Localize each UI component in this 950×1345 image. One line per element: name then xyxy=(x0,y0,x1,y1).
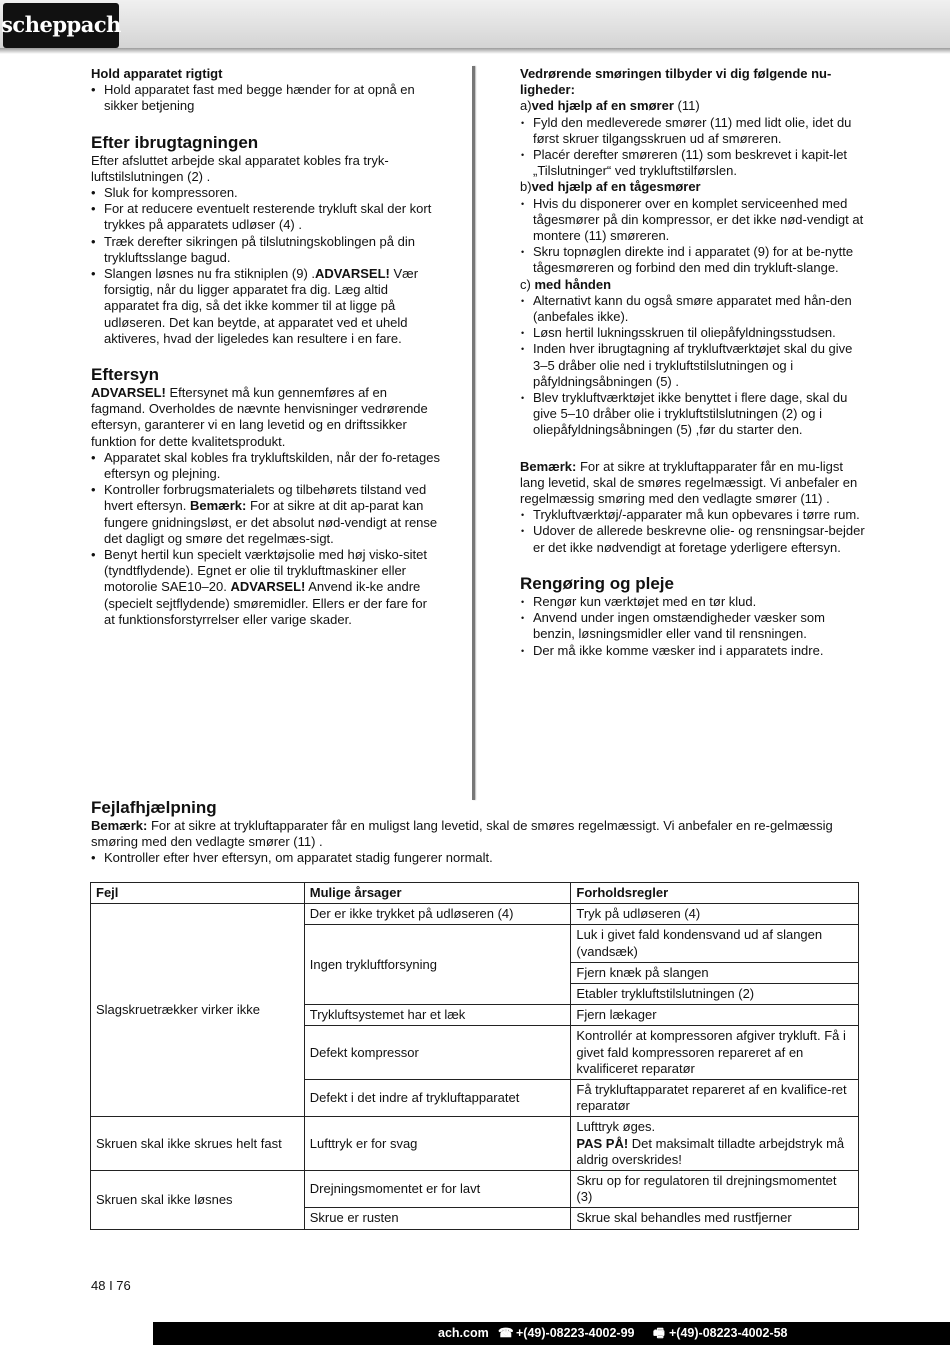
clean-heading: Rengøring og pleje xyxy=(520,573,674,593)
cause-cell: Defekt kompressor xyxy=(304,1026,571,1080)
list-item: • Inden hver ibrugtagning af trykluftværktøjet skal du give 3–5 dråber olie ned i trykluftstilslutningen og i påfyldningsåbningen (5) . xyxy=(520,341,865,390)
option-c-heading xyxy=(520,277,865,293)
table-row xyxy=(91,1171,859,1208)
note-text: For at sikre at trykluftapparater får en mu-ligst lang levetid, skal de smøres regelmæssigt. Vi anbefaler en regelmæssig smøring med den vedlagte smører (11) . xyxy=(520,458,858,507)
troubleshooting-note xyxy=(91,818,861,850)
cause-cell: Lufttryk er for svag xyxy=(304,1117,571,1171)
option-label: ved hjælp af en smører xyxy=(531,98,674,114)
fax-icon: 🖷 xyxy=(653,1326,665,1340)
cause-cell: Trykluftsystemet har et læk xyxy=(304,1005,571,1026)
list-item: • Rengør kun værktøjet med en tør klud. xyxy=(520,594,865,610)
remedy-cell: Etabler trykluftstilslutningen (2) xyxy=(571,984,859,1005)
remedy-cell: Tryk på udløseren (4) xyxy=(571,904,859,925)
list-item: • For at reducere eventuelt resterende trykluft skal der kort trykkes på apparatets udløser (4) . xyxy=(91,201,441,233)
fault-cell: Skruen skal ikke skrues helt fast xyxy=(91,1117,305,1171)
cause-cell: Der er ikke trykket på udløseren (4) xyxy=(304,904,571,925)
option-b-heading xyxy=(520,179,865,195)
option-label: med hånden xyxy=(534,276,612,292)
cause-cell: Drejningsmomentet er for lavt xyxy=(304,1171,571,1208)
remedy-cell xyxy=(571,1117,859,1171)
list-item: • Blev trykluftværktøjet ikke benyttet i flere dage, skal du give 5–10 dråber olie i trykluftstilslutningen (2) og i oliepåfyldningsåbningen (5) ,før du starter den. xyxy=(520,390,865,439)
table-row xyxy=(91,1117,859,1171)
list-item: • Hvis du disponerer over en komplet serviceenhed med tågesmører på din kompressor, er det ikke nød-vendigt at montere (11) smøreren. xyxy=(520,196,865,245)
list-item xyxy=(91,482,441,547)
list-item: • Anvend under ingen omstændigheder væsker som benzin, løsningsmidler eller vand til rensningen. xyxy=(520,610,865,642)
list-item: • Udover de allerede beskrevne olie- og rensningsar-bejder er det ikke nødvendigt at foretage yderligere eftersyn. xyxy=(520,523,865,555)
warning-label: ADVARSEL! xyxy=(230,579,306,595)
remedy-cell: Fjern lækager xyxy=(571,1005,859,1026)
remedy-cell: Fjern knæk på slangen xyxy=(571,962,859,983)
list-item: • Fyld den medleverede smører (11) med lidt olie, idet du først skruer tilgangsskruen ud af smøreren. xyxy=(520,115,865,147)
troubleshooting-section xyxy=(91,798,861,867)
list-item xyxy=(91,266,441,347)
cause-cell: Ingen trykluftforsyning xyxy=(304,925,571,1005)
list-item: • Kontroller efter hver eftersyn, om apparatet stadig fungerer normalt. xyxy=(91,850,861,866)
spacer xyxy=(520,439,865,459)
warning-label: ADVARSEL! xyxy=(91,385,166,401)
list-text: For at sikre at dit ap-parat kan fungere gnidningsløst, er det absolut nød-vendigt at rense det dagligt og smøre det regelmæs-sigt. xyxy=(104,498,438,546)
note-list xyxy=(520,507,865,556)
list-text: Anvend ik-ke andre (specielt sejtflydende) smøremidler. Ellers er der fare for at funktionsforstyrrelser eller varige skader. xyxy=(104,579,427,627)
remedy-cell: Luk i givet fald kondensvand ud af slangen (vandsæk) xyxy=(571,925,859,962)
troubleshooting-list xyxy=(91,850,861,866)
list-text: Slangen løsnes nu fra stikniplen (9) . xyxy=(104,266,315,282)
fault-cell: Skruen skal ikke løsnes xyxy=(91,1171,305,1230)
phone-icon: ☎ xyxy=(498,1326,514,1340)
fault-cell: Slagskruetrækker virker ikke xyxy=(91,904,305,1117)
right-column xyxy=(520,66,865,659)
page-header xyxy=(0,0,950,49)
note-label: Bemærk: xyxy=(91,818,148,833)
option-label: ved hjælp af en tågesmører xyxy=(531,179,701,195)
list-item xyxy=(91,547,441,628)
footer-phone: +(49)-08223-4002-99 xyxy=(516,1326,635,1340)
table-header-cell: Fejl xyxy=(91,883,305,904)
cause-cell: Defekt i det indre af trykluftapparatet xyxy=(304,1080,571,1117)
column-divider xyxy=(472,66,475,800)
efter-list xyxy=(91,185,441,347)
option-c-list xyxy=(520,293,865,439)
remedy-cell: Skru op for regulatoren til drejningsmomentet (3) xyxy=(571,1171,859,1208)
remedy-cell: Skrue skal behandles med rustfjerner xyxy=(571,1208,859,1229)
list-item: • Alternativt kann du også smøre apparatet med hån-den (anbefales ikke). xyxy=(520,293,865,325)
warning-label: ADVARSEL! xyxy=(315,266,390,282)
list-item: • Hold apparatet fast med begge hænder for at opnå en sikker betjening xyxy=(91,82,441,114)
list-item: • Placér derefter smøreren (11) som beskrevet i kapit-let „Tilslutninger“ ved trykluftstilførslen. xyxy=(520,147,865,179)
left-column xyxy=(91,66,441,628)
warning-label: PAS PÅ! xyxy=(576,1135,629,1151)
list-item: • Apparatet skal kobles fra trykluftskilden, når der fo-retages eftersyn og plejning. xyxy=(91,450,441,482)
option-prefix: a) xyxy=(520,98,532,114)
list-item: • Der må ikke komme væsker ind i apparatets indre. xyxy=(520,643,865,659)
lubrication-intro: Vedrørende smøringen tilbyder vi dig følgende nu-ligheder: xyxy=(520,66,832,98)
hold-list xyxy=(91,82,441,114)
remedy-cell: Få trykluftapparatet repareret af en kvalifice-ret reparatør xyxy=(571,1080,859,1117)
efter-heading: Efter ibrugtagningen xyxy=(91,132,259,152)
option-ref: (11) xyxy=(673,98,700,114)
efter-intro: Efter afsluttet arbejde skal apparatet kobles fra tryk-luftstilslutningen (2) . xyxy=(91,152,389,184)
table-header-cell: Forholdsregler xyxy=(571,883,859,904)
option-a-list xyxy=(520,115,865,180)
remedy-text: Lufttryk øges. xyxy=(576,1119,656,1135)
brand-logo: scheppach xyxy=(3,3,119,48)
cause-cell: Skrue er rusten xyxy=(304,1208,571,1229)
page-number: 48 I 76 xyxy=(91,1278,131,1293)
header-shadow xyxy=(0,48,950,54)
table-header-row xyxy=(91,883,859,904)
list-item: • Løsn hertil lukningsskruen til oliepåfyldningsstudsen. xyxy=(520,325,865,341)
note-paragraph xyxy=(520,459,865,508)
eftersyn-list xyxy=(91,450,441,628)
table-row xyxy=(91,904,859,925)
list-item: • Trykluftværktøj/-apparater må kun opbevares i tørre rum. xyxy=(520,507,865,523)
hold-heading: Hold apparatet rigtigt xyxy=(91,66,223,81)
list-text: Vær forsigtig, når du ligger apparatet fra dig. Læg altid apparatet fra dig, så det ikke kommer til at ligge på udløseren. Det kan beytde, at apparatet ved et uheld aktiveres, hvad der ligeledes kan resultere i en fare. xyxy=(104,266,419,346)
note-text: For at sikre at trykluftapparater får en muligst lang levetid, skal de smøres regelmæssigt. Vi anbefaler en re-gelmæssig smøring med den vedlagte smører (11) . xyxy=(91,818,833,850)
troubleshooting-heading: Fejlafhjælpning xyxy=(91,798,217,817)
eftersyn-intro xyxy=(91,385,441,450)
list-text: Kontroller forbrugsmaterialets og tilbehørets tilstand ved hvert eftersyn. xyxy=(104,482,427,514)
footer-website: ach.com xyxy=(438,1326,489,1340)
option-prefix: c) xyxy=(520,276,535,292)
list-item: • Sluk for kompressoren. xyxy=(91,185,441,201)
footer-fax: +(49)-08223-4002-58 xyxy=(669,1326,788,1340)
option-a-heading xyxy=(520,98,865,114)
list-text: Benyt hertil kun specielt værktøjsolie med høj visko-sitet (tyndtflydende). Egnet er olie til trykluftmaskiner eller motorolie SAE10–20. xyxy=(104,547,427,595)
table-header-cell: Mulige årsager xyxy=(304,883,571,904)
intro-text: Eftersynet må kun gennemføres af en fagmand. Overholdes de nævnte henvisninger vedrørende eftersyn, garanterer vi en lang levetid og en driftssikker funktion for dette kvalitetsprodukt. xyxy=(91,385,428,449)
option-prefix: b) xyxy=(520,179,532,195)
list-item: • Skru topnøglen direkte ind i apparatet (9) for at be-nytte tågesmøreren og forbind den med din trykluft-slange. xyxy=(520,244,865,276)
remedy-cell: Kontrollér at kompressoren afgiver trykluft. Få i givet fald kompressoren repareret af en kvalificeret reparatør xyxy=(571,1026,859,1080)
option-b-list xyxy=(520,196,865,277)
list-item: • Træk derefter sikringen på tilslutningskoblingen på din trykluftsslange bagud. xyxy=(91,234,441,266)
eftersyn-heading: Eftersyn xyxy=(91,365,160,385)
note-label: Bemærk: xyxy=(189,498,247,514)
clean-list xyxy=(520,594,865,659)
troubleshooting-table xyxy=(90,882,859,1230)
page-footer xyxy=(153,1322,950,1345)
note-label: Bemærk: xyxy=(520,458,577,474)
remedy-text: Det maksimalt tilladte arbejdstryk må aldrig overskrides! xyxy=(576,1135,845,1167)
